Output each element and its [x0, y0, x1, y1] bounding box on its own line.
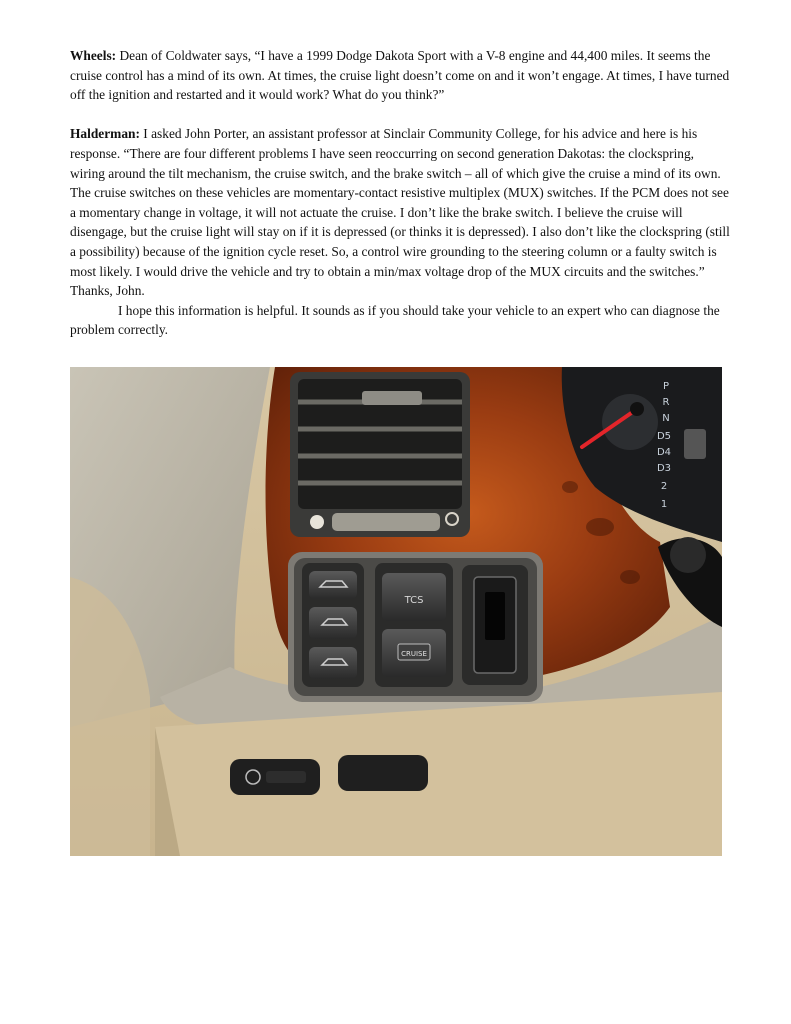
answer-label: Halderman: [70, 126, 140, 142]
article-text [70, 46, 730, 340]
gear-1: 1 [660, 499, 668, 510]
gear-p: P [662, 381, 670, 392]
gear-d3: D3 [656, 463, 672, 474]
question-text: Dean of Coldwater says, “I have a 1999 Dodge Dakota Sport with a V-8 engine and 44,400 miles. It seems the cruise control has a mind of its own. At times, the cruise light doesn’t come on and it won’t engage. At times, I have turned off the ignition and restarted and it would work? What do you think?” [70, 48, 730, 103]
closing-text: I hope this information is helpful. It sounds as if you should take your vehicle to an expert who can diagnose the problem correctly. [70, 302, 720, 338]
dashboard-photo [70, 367, 722, 856]
gear-d5: D5 [656, 431, 672, 442]
gear-2: 2 [660, 481, 668, 492]
gear-r: R [662, 397, 670, 408]
question-paragraph [70, 46, 730, 105]
gear-d4: D4 [656, 447, 672, 458]
gear-n: N [662, 413, 670, 424]
question-label: Wheels: [70, 48, 117, 63]
cruise-switch-label: CRUISE [401, 650, 427, 658]
tcs-switch-label: TCS [404, 595, 424, 606]
answer-text: I asked John Porter, an assistant professor at Sinclair Community College, for his advice and here is his response. “There are four different problems I have seen reoccurring on second generation Dakotas: the clockspring, wiring around the tilt mechanism, the cruise switch, and the brake switch – all of which give the cruise a mind of its own. The cruise switches on these vehicles are momentary-contact resistive multiplex (MUX) switches. If the PCM does not see a momentary change in voltage, it will not actuate the cruise. I don’t like the brake switch. I believe the cruise will disengage, but the cruise light will stay on if it is depressed (or thinks it is depressed). I also don’t like the clockspring (still a possibility) because of the ignition cycle reset. So, a control wire grounding to the steering column or a faulty switch is most likely. I would drive the vehicle and try to obtain a min/max voltage drop of the MUX circuits and the switches.” Thanks, John. [70, 126, 730, 299]
closing-paragraph [70, 301, 730, 340]
answer-paragraph [70, 124, 730, 300]
